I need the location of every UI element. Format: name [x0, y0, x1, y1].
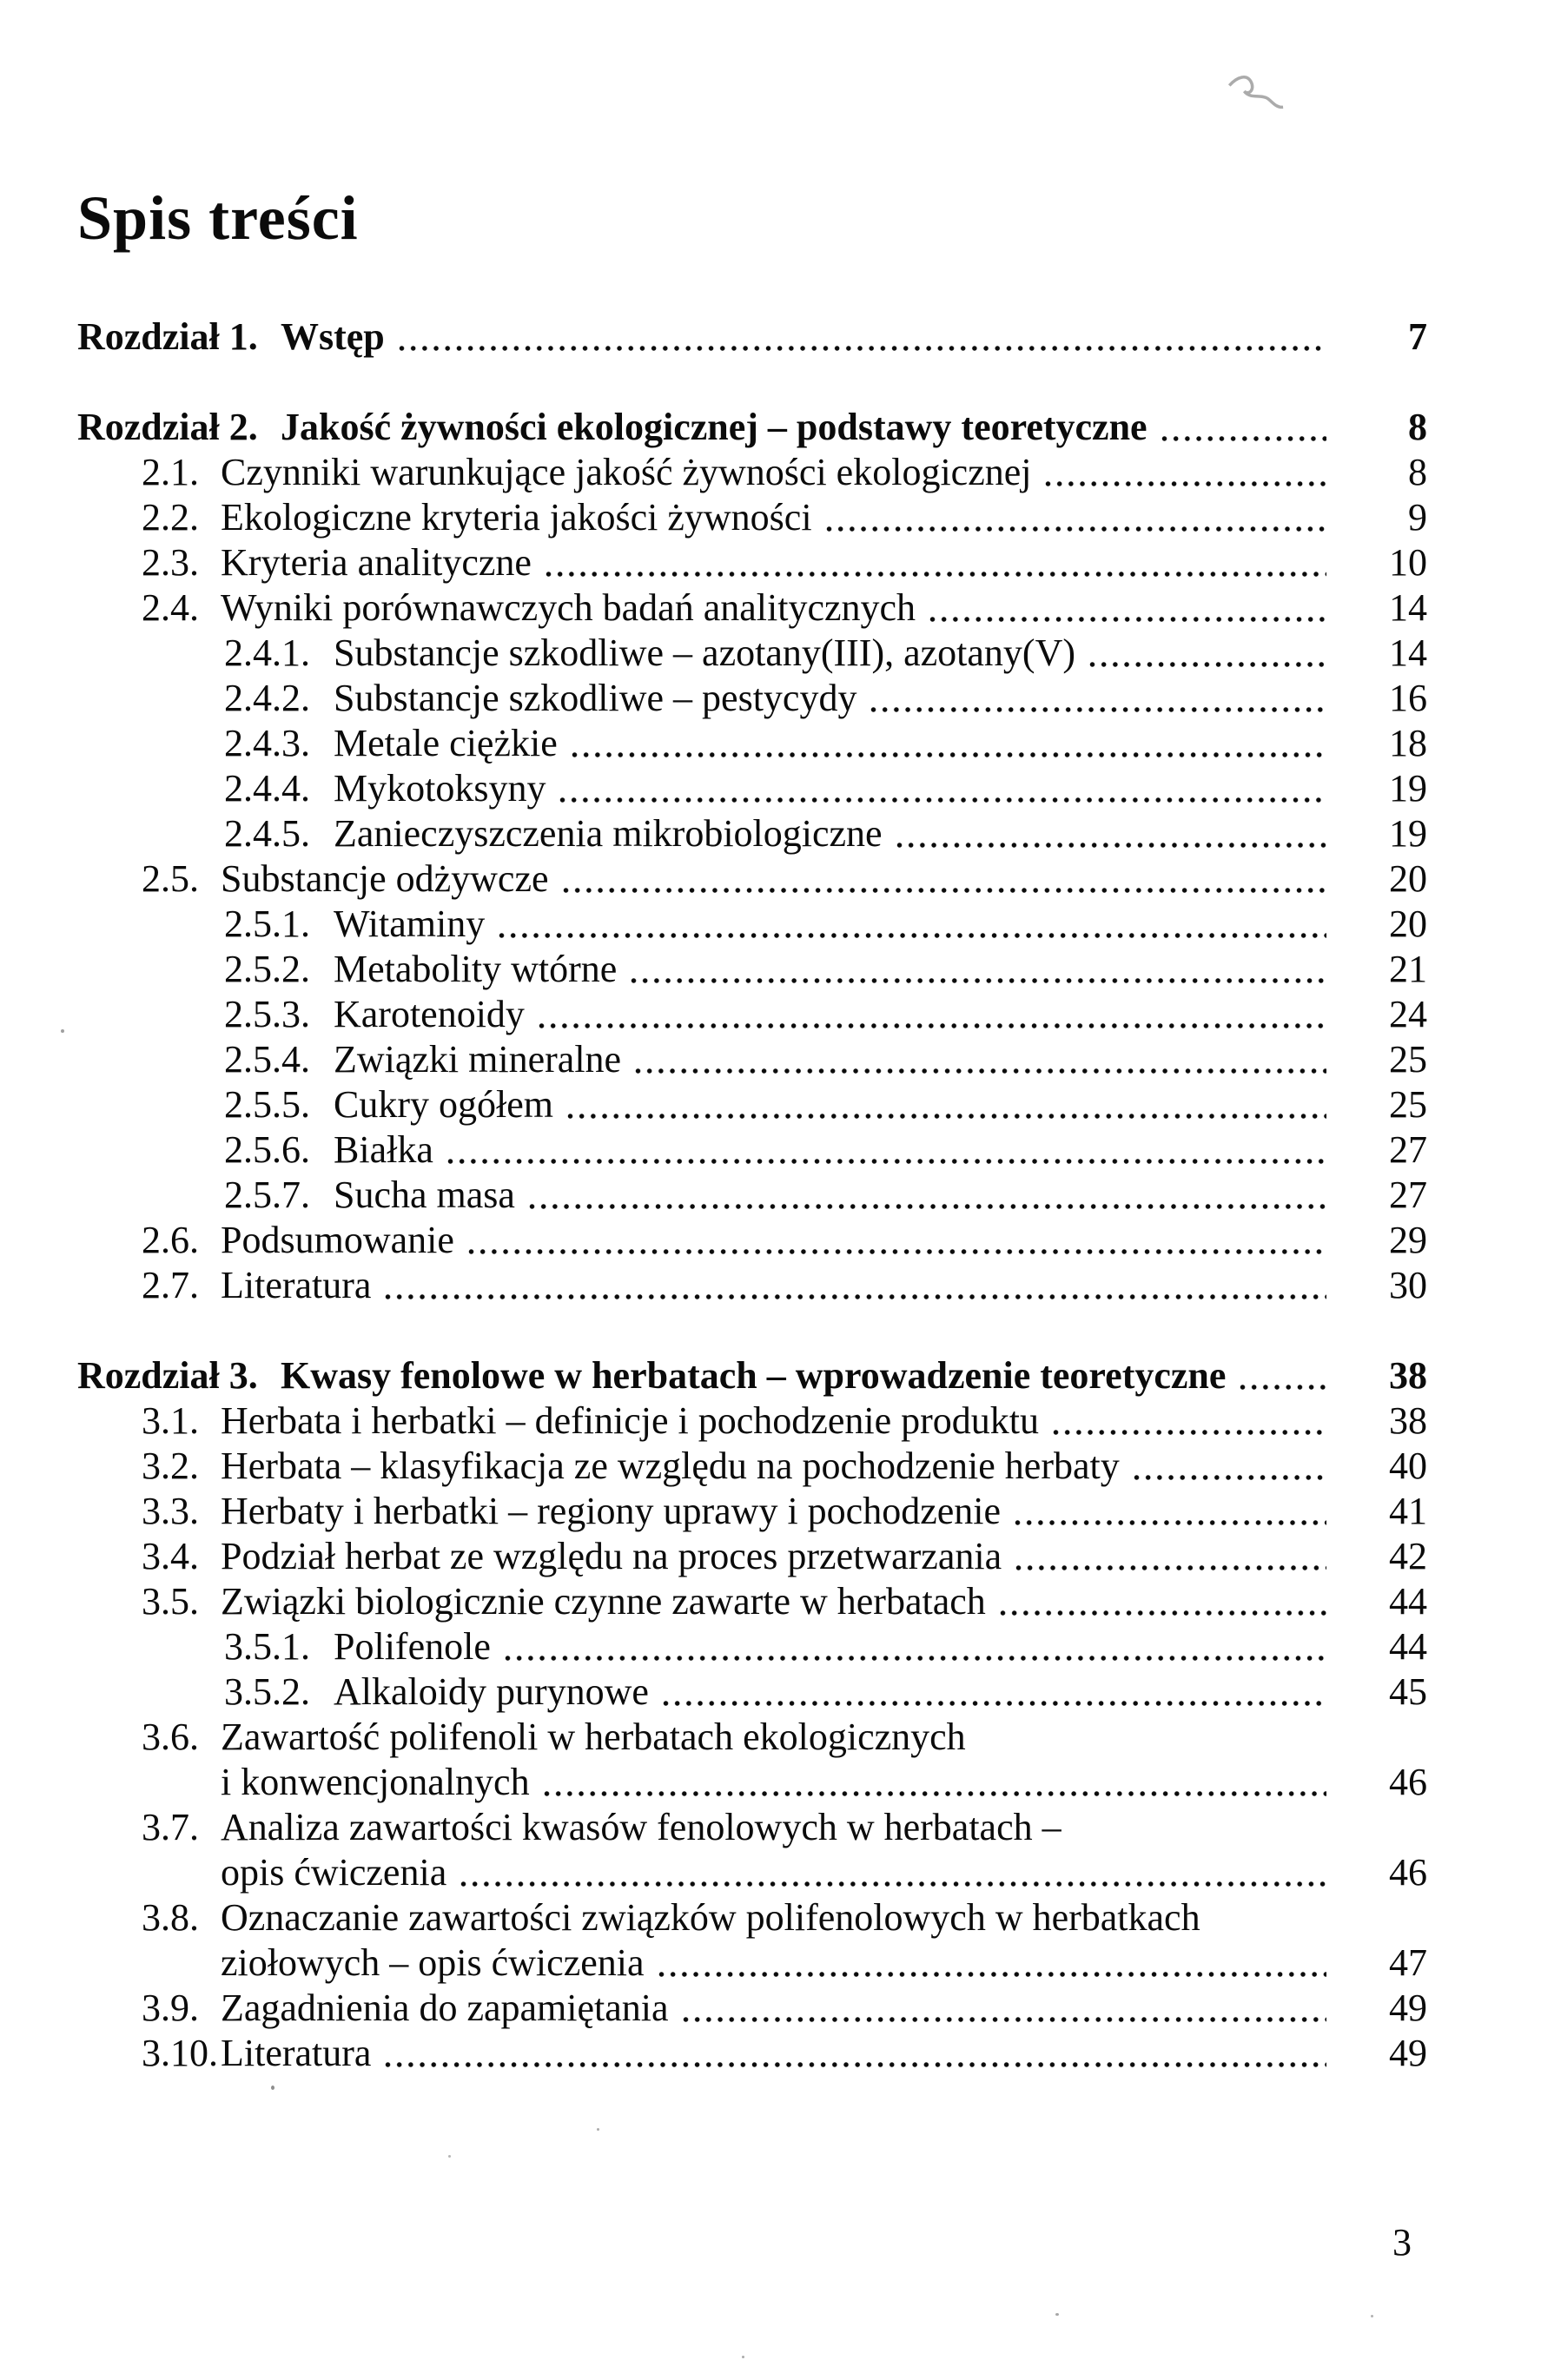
toc-entry-page: 44	[1389, 1625, 1427, 1668]
toc-entry-number: 3.9.	[142, 1987, 199, 2029]
toc-entry-number: 3.6.	[142, 1716, 199, 1758]
dot-leader	[447, 1127, 1326, 1173]
toc-entry-title: Witaminy	[334, 902, 486, 945]
toc-entry-page: 10	[1389, 541, 1427, 584]
toc-entry	[77, 1082, 1427, 1127]
toc-entry-number: 2.5.4.	[224, 1038, 310, 1081]
toc-entry-title: Analiza zawartości kwasów fenolowych w herbatach –	[221, 1806, 1062, 1848]
toc-entry	[77, 1173, 1427, 1218]
toc-entry	[77, 405, 1427, 450]
toc-entry-title: ziołowych – opis ćwiczenia	[221, 1941, 645, 1984]
dot-leader	[635, 1037, 1326, 1082]
toc-entry-number: 2.4.3.	[224, 722, 310, 764]
toc-entry-number: 2.5.1.	[224, 902, 310, 945]
toc-entry-number: 3.5.2.	[224, 1670, 310, 1713]
toc-entry	[77, 540, 1427, 585]
toc-entry	[77, 1579, 1427, 1624]
dot-leader	[1075, 1805, 1326, 1850]
toc-entry-title: Literatura	[221, 2032, 372, 2074]
toc-entry-title: Herbata – klasyfikacja ze względu na pochodzenie herbaty	[221, 1445, 1120, 1487]
toc-entry	[77, 1489, 1427, 1534]
toc-entry-number: 2.2.	[142, 496, 199, 539]
toc-entry-number: 2.5.3.	[224, 993, 310, 1035]
toc-entry-number: 3.1.	[142, 1399, 199, 1442]
toc-entry-number: 2.5.	[142, 857, 199, 900]
dot-leader	[1045, 450, 1326, 495]
toc-entry-number: 2.4.	[142, 586, 199, 629]
toc-entry-number: Rozdział 2.	[77, 406, 258, 448]
toc-entry	[77, 1534, 1427, 1579]
toc-entry-page: 14	[1389, 586, 1427, 629]
toc-entry-page: 25	[1389, 1038, 1427, 1081]
dot-leader	[1000, 1579, 1326, 1624]
toc-entry	[77, 1398, 1427, 1444]
toc-entry-number: 2.5.6.	[224, 1128, 310, 1171]
toc-entry	[77, 676, 1427, 721]
toc-entry-title: Oznaczanie zawartości związków polifenolowych w herbatkach	[221, 1896, 1200, 1939]
toc-entry-number: 2.5.7.	[224, 1173, 310, 1216]
toc-entry	[77, 1850, 1427, 1895]
toc-entry-title: Związki mineralne	[334, 1038, 622, 1081]
toc-entry	[77, 314, 1427, 360]
dot-leader	[546, 540, 1326, 585]
toc-entry-title: Białka	[334, 1128, 433, 1171]
dot-leader	[529, 1173, 1326, 1218]
toc-entry-page: 19	[1389, 767, 1427, 810]
toc-entry-title: Ekologiczne kryteria jakości żywności	[221, 496, 812, 539]
toc-entry-title: Wstęp	[281, 315, 385, 358]
dot-leader	[1015, 1534, 1326, 1579]
toc-entry	[77, 1986, 1427, 2031]
toc-entry-title: Polifenole	[334, 1625, 491, 1668]
dot-leader	[567, 1082, 1326, 1127]
toc-entry	[77, 631, 1427, 676]
toc-entry-title: Mykotoksyny	[334, 767, 546, 810]
toc-entry-page: 40	[1389, 1445, 1427, 1487]
dot-leader	[658, 1940, 1326, 1986]
toc-entry	[77, 1218, 1427, 1263]
toc-entry	[77, 1895, 1427, 1940]
dot-leader	[505, 1624, 1326, 1669]
toc-entry	[77, 1669, 1427, 1715]
toc-entry-number: 2.1.	[142, 451, 199, 493]
toc-entry-title: Kryteria analityczne	[221, 541, 532, 584]
dot-leader	[1134, 1444, 1326, 1489]
toc-entry-number: 3.2.	[142, 1445, 199, 1487]
toc-entry-page: 8	[1408, 406, 1427, 448]
toc-entry-page	[1344, 1895, 1427, 1940]
toc-entry-title: Metabolity wtórne	[334, 948, 618, 990]
toc-entry-title: Cukry ogółem	[334, 1083, 553, 1126]
toc-entry-number: 3.5.	[142, 1580, 199, 1623]
dot-leader	[683, 1986, 1326, 2031]
toc-entry-page: 9	[1408, 496, 1427, 539]
toc-entry-number: 2.5.2.	[224, 948, 310, 990]
toc-entry-page: 18	[1389, 722, 1427, 764]
toc-entry-number: 3.4.	[142, 1535, 199, 1577]
toc-entry	[77, 1263, 1427, 1308]
toc-entry-page: 25	[1389, 1083, 1427, 1126]
dot-leader	[1053, 1398, 1326, 1444]
toc-entry-number	[142, 1850, 221, 1895]
dot-leader	[572, 721, 1326, 766]
toc-entry-page: 46	[1389, 1761, 1427, 1803]
dot-leader	[385, 2031, 1326, 2076]
toc-entry-page: 30	[1389, 1264, 1427, 1306]
toc-entry-page: 46	[1389, 1851, 1427, 1894]
toc-entry-page: 41	[1389, 1490, 1427, 1532]
toc-entry-number: 2.7.	[142, 1264, 199, 1306]
toc-entry-title: Karotenoidy	[334, 993, 525, 1035]
toc-entry-number: Rozdział 3.	[77, 1354, 258, 1397]
toc-entry	[77, 1037, 1427, 1082]
toc-entry-title: opis ćwiczenia	[221, 1851, 447, 1894]
toc-entry-page: 49	[1389, 1987, 1427, 2029]
toc-entry-title: Zanieczyszczenia mikrobiologiczne	[334, 812, 883, 855]
toc-entry	[77, 721, 1427, 766]
toc-entry-title: Zagadnienia do zapamiętania	[221, 1987, 669, 2029]
toc-entry-page: 47	[1389, 1941, 1427, 1984]
toc-entry-page: 49	[1389, 2032, 1427, 2074]
toc-entry-title: Metale ciężkie	[334, 722, 558, 764]
toc-entry-page: 20	[1389, 857, 1427, 900]
toc-entry	[77, 1715, 1427, 1760]
dot-leader	[896, 811, 1326, 856]
toc-entry-number: 2.6.	[142, 1219, 199, 1261]
toc-entry-page: 20	[1389, 902, 1427, 945]
toc-entry-number: 3.3.	[142, 1490, 199, 1532]
toc-entry-title: Kwasy fenolowe w herbatach – wprowadzenie teoretyczne	[281, 1354, 1227, 1397]
dot-leader	[539, 992, 1326, 1037]
toc-entry-title: Zawartość polifenoli w herbatach ekologicznych	[221, 1716, 966, 1758]
toc-entry-number: 2.4.5.	[224, 812, 310, 855]
toc-entry-page: 27	[1389, 1128, 1427, 1171]
toc-entry-title: Sucha masa	[334, 1173, 515, 1216]
toc-entry-title: Herbata i herbatki – definicje i pochodzenie produktu	[221, 1399, 1039, 1442]
toc-entry-page: 16	[1389, 677, 1427, 719]
toc-entry-title: i konwencjonalnych	[221, 1761, 530, 1803]
toc-entry-title: Czynniki warunkujące jakość żywności ekologicznej	[221, 451, 1032, 493]
dot-leader	[929, 585, 1326, 631]
toc-entry-number: 3.10.	[142, 2032, 218, 2074]
dot-leader	[826, 495, 1326, 540]
toc-entry	[77, 2031, 1427, 2076]
toc-entry-title: Herbaty i herbatki – regiony uprawy i pochodzenie	[221, 1490, 1002, 1532]
page-title: Spis treści	[77, 183, 359, 253]
dot-leader	[870, 676, 1326, 721]
toc-entry-page: 44	[1389, 1580, 1427, 1623]
toc-entry	[77, 1940, 1427, 1986]
toc-entry	[77, 1624, 1427, 1669]
dot-leader	[399, 314, 1326, 360]
toc-entry-page: 38	[1389, 1399, 1427, 1442]
toc-entry	[77, 992, 1427, 1037]
toc-entry-number: Rozdział 1.	[77, 315, 258, 358]
toc-entry-page: 27	[1389, 1173, 1427, 1216]
toc-entry-title: Wyniki porównawczych badań analitycznych	[221, 586, 916, 629]
dot-leader	[1089, 631, 1326, 676]
toc-entry-number: 2.4.1.	[224, 631, 310, 674]
toc-entry-title: Literatura	[221, 1264, 372, 1306]
dot-leader	[1015, 1489, 1326, 1534]
toc-entry-number: 3.7.	[142, 1806, 199, 1848]
toc-entry	[77, 1805, 1427, 1850]
dot-leader	[544, 1760, 1326, 1805]
toc-entry	[77, 811, 1427, 856]
toc-entry-page: 21	[1389, 948, 1427, 990]
toc-entry	[77, 585, 1427, 631]
toc-entry-number	[142, 1760, 221, 1805]
toc-entry-number: 3.5.1.	[224, 1625, 310, 1668]
page-number: 3	[1392, 2221, 1412, 2264]
toc-entry	[77, 902, 1427, 947]
dot-leader	[559, 766, 1326, 811]
toc-entry-number: 2.5.5.	[224, 1083, 310, 1126]
toc-entry-title: Substancje odżywcze	[221, 857, 549, 900]
dot-leader	[980, 1715, 1326, 1760]
dot-leader	[468, 1218, 1326, 1263]
toc-entry	[77, 766, 1427, 811]
dot-leader	[460, 1850, 1326, 1895]
dot-leader	[563, 856, 1326, 902]
toc-entry-title: Podział herbat ze względu na proces przetwarzania	[221, 1535, 1002, 1577]
toc-entry-number	[142, 1940, 221, 1986]
toc-entry-page: 29	[1389, 1219, 1427, 1261]
dot-leader	[1161, 405, 1326, 450]
toc-entry-page: 19	[1389, 812, 1427, 855]
toc-entry-page: 24	[1389, 993, 1427, 1035]
toc-entry-title: Jakość żywności ekologicznej – podstawy teoretyczne	[281, 406, 1147, 448]
toc-entry-title: Związki biologicznie czynne zawarte w herbatach	[221, 1580, 986, 1623]
toc-entry	[77, 1353, 1427, 1398]
dot-leader	[631, 947, 1326, 992]
toc-entry-page: 45	[1389, 1670, 1427, 1713]
toc-entry	[77, 1444, 1427, 1489]
toc-entry	[77, 495, 1427, 540]
dot-leader	[499, 902, 1326, 947]
dot-leader	[1240, 1353, 1326, 1398]
toc-entry-number: 2.4.2.	[224, 677, 310, 719]
toc-entry-page: 14	[1389, 631, 1427, 674]
toc-entry-title: Substancje szkodliwe – pestycydy	[334, 677, 857, 719]
toc-entry-page	[1344, 1715, 1427, 1760]
toc-entry-page: 42	[1389, 1535, 1427, 1577]
dot-leader	[385, 1263, 1326, 1308]
table-of-contents	[77, 314, 1427, 2076]
toc-entry-title: Podsumowanie	[221, 1219, 454, 1261]
toc-entry	[77, 947, 1427, 992]
toc-entry-number: 2.3.	[142, 541, 199, 584]
toc-entry-page: 7	[1408, 315, 1427, 358]
toc-entry	[77, 450, 1427, 495]
toc-entry-title: Substancje szkodliwe – azotany(III), azotany(V)	[334, 631, 1076, 674]
dot-leader	[1214, 1895, 1326, 1940]
toc-entry-page: 8	[1408, 451, 1427, 493]
toc-entry	[77, 1760, 1427, 1805]
toc-entry	[77, 1127, 1427, 1173]
toc-entry-page: 38	[1389, 1354, 1427, 1397]
toc-entry-title: Alkaloidy purynowe	[334, 1670, 649, 1713]
toc-entry-number: 3.8.	[142, 1896, 199, 1939]
toc-entry-number: 2.4.4.	[224, 767, 310, 810]
toc-entry	[77, 856, 1427, 902]
dot-leader	[663, 1669, 1326, 1715]
toc-entry-page	[1344, 1805, 1427, 1850]
